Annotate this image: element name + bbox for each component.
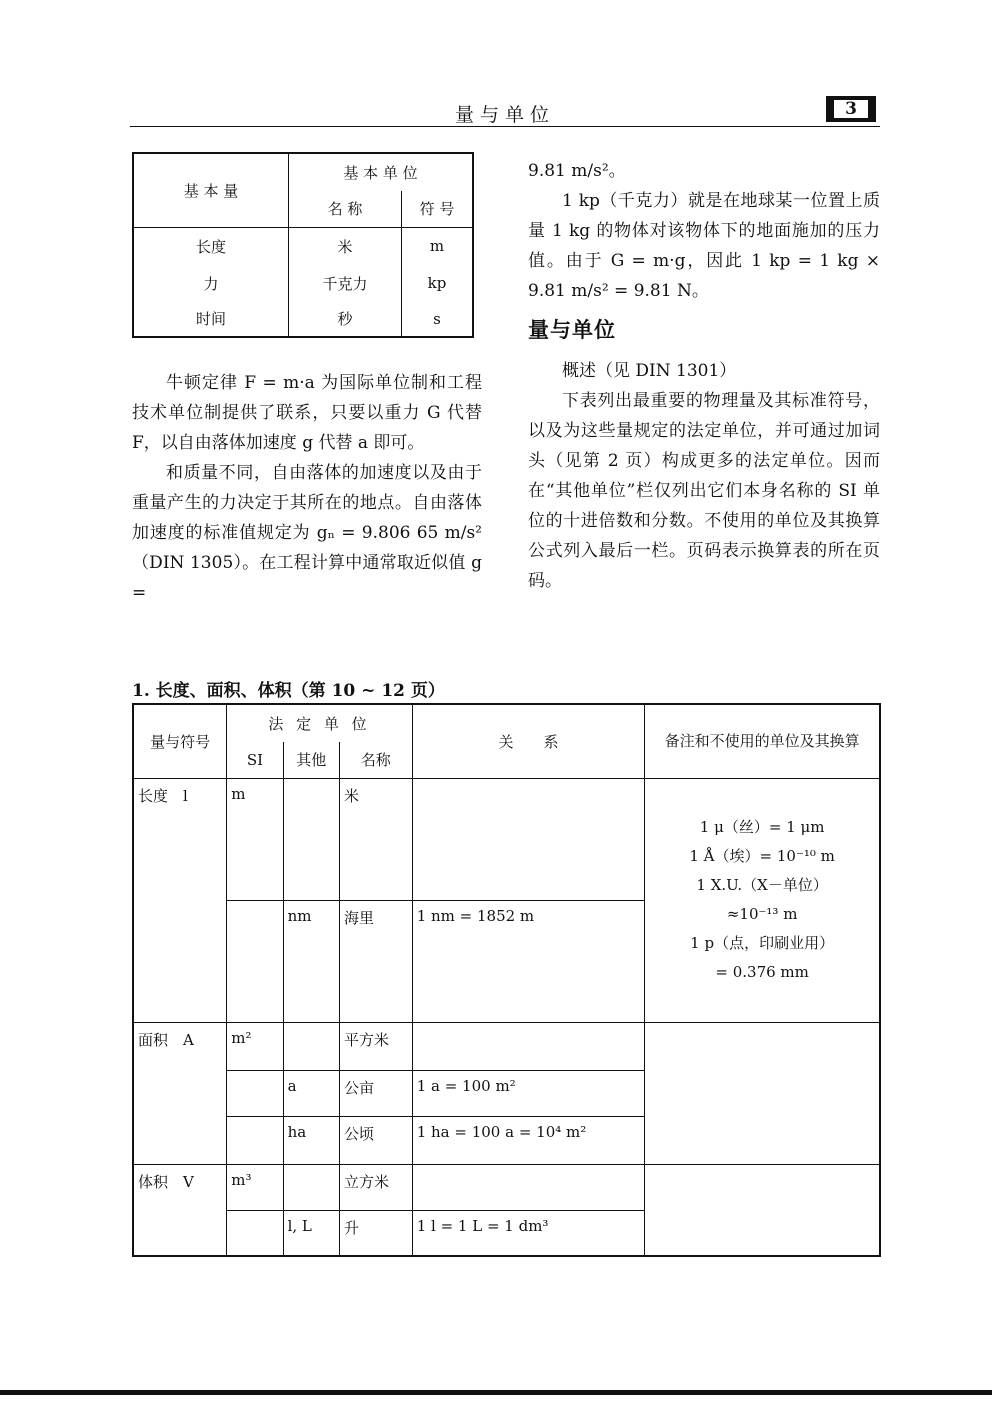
- section-heading: 量与单位: [528, 317, 616, 342]
- cell-relation: 1 l = 1 L = 1 dm³: [412, 1210, 645, 1256]
- page-number: 3: [834, 100, 868, 118]
- cell-relation: [412, 778, 645, 900]
- cell-relation: 1 nm = 1852 m: [412, 900, 645, 1022]
- cell-other: [283, 778, 339, 900]
- cell-other: [283, 1164, 339, 1210]
- header-si: SI: [227, 742, 283, 778]
- cell-notes-area: [645, 1022, 880, 1164]
- row-name: 秒: [289, 301, 402, 337]
- cell-si: [227, 1116, 283, 1164]
- note-line: 1 p（点，印刷业用）: [690, 934, 835, 952]
- cell-si: m²: [227, 1022, 283, 1070]
- page-number-badge: [826, 96, 876, 122]
- header-other: 其他: [283, 742, 339, 778]
- cell-relation: 1 ha = 100 a = 10⁴ m²: [412, 1116, 645, 1164]
- col-unit: 基 本 单 位: [289, 153, 474, 191]
- paragraph: 1 kp（千克力）就是在地球某一位置上质量 1 kg 的物体对该物体下的地面施加的压力值。由于 G = m·g，因此 1 kp = 1 kg × 9.81 m/s² = 9.81 N。: [528, 191, 880, 301]
- cell-relation: 1 a = 100 m²: [412, 1070, 645, 1116]
- note-line: = 0.376 mm: [715, 963, 809, 981]
- right-column: [528, 156, 880, 596]
- header-rule: [130, 126, 880, 127]
- cell-notes-length: [645, 778, 880, 1022]
- col-symbol: 符 号: [402, 191, 474, 227]
- header-relation: 关 系: [412, 704, 645, 778]
- cell-other: a: [283, 1070, 339, 1116]
- cell-other: [283, 1022, 339, 1070]
- row-symbol: s: [402, 301, 474, 337]
- row-name: 米: [289, 227, 402, 265]
- cell-name: 米: [339, 778, 412, 900]
- cell-other: nm: [283, 900, 339, 1022]
- bottom-rule: [0, 1390, 992, 1395]
- cell-quantity: 体积 V: [133, 1164, 227, 1256]
- cell-name: 公亩: [339, 1070, 412, 1116]
- cell-si: [227, 1210, 283, 1256]
- paragraph: 下表列出最重要的物理量及其标准符号，以及为这些量规定的法定单位，并可通过加词头（见第 2 页）构成更多的法定单位。因而在“其他单位”栏仅列出它们本身名称的 SI 单位的十进倍数和分数。不使用的单位及其换算公式列入最后一栏。页码表示换算表的所在页码。: [528, 391, 880, 591]
- left-column: [132, 368, 482, 608]
- row-quantity: 力: [133, 265, 289, 301]
- paragraph: 牛顿定律 F = m·a 为国际单位制和工程技术单位制提供了联系，只要以重力 G 代替 F，以自由落体加速度 g 代替 a 即可。: [132, 373, 482, 453]
- header-legal-units: 法 定 单 位: [227, 704, 412, 742]
- paragraph: 和质量不同，自由落体的加速度以及由于重量产生的力决定于其所在的地点。自由落体加速度的标准值规定为 gₙ = 9.806 65 m/s²（DIN 1305）。在工程计算中通常取近似值 g =: [132, 463, 482, 603]
- cell-quantity: 面积 A: [133, 1022, 227, 1164]
- header-notes: 备注和不使用的单位及其换算: [645, 704, 880, 778]
- cell-si: [227, 1070, 283, 1116]
- row-quantity: 时间: [133, 301, 289, 337]
- col-name: 名 称: [289, 191, 402, 227]
- note-line: 1 μ（丝）= 1 μm: [699, 818, 825, 836]
- paragraph: 概述（见 DIN 1301）: [562, 361, 737, 381]
- cell-relation: [412, 1164, 645, 1210]
- cell-other: ha: [283, 1116, 339, 1164]
- cell-name: 立方米: [339, 1164, 412, 1210]
- cell-name: 公顷: [339, 1116, 412, 1164]
- units-table: [132, 703, 881, 1257]
- row-symbol: m: [402, 227, 474, 265]
- note-line: 1 Å（埃）= 10⁻¹⁰ m: [689, 847, 835, 865]
- cell-other: l, L: [283, 1210, 339, 1256]
- cell-notes-volume: [645, 1164, 880, 1256]
- row-name: 千克力: [289, 265, 402, 301]
- base-unit-table: [132, 152, 474, 338]
- paragraph: 9.81 m/s²。: [528, 161, 626, 181]
- cell-si: m³: [227, 1164, 283, 1210]
- col-quantity: 基 本 量: [133, 153, 289, 227]
- cell-name: 平方米: [339, 1022, 412, 1070]
- cell-name: 升: [339, 1210, 412, 1256]
- cell-quantity: 长度 l: [133, 778, 227, 1022]
- note-line: 1 X.U.（X－单位）: [696, 876, 828, 894]
- table-title: 1. 长度、面积、体积（第 10 ~ 12 页）: [132, 681, 445, 701]
- header-name: 名称: [339, 742, 412, 778]
- cell-name: 海里: [339, 900, 412, 1022]
- note-line: ≈10⁻¹³ m: [726, 905, 798, 923]
- header-quantity: 量与符号: [133, 704, 227, 778]
- row-symbol: kp: [402, 265, 474, 301]
- running-header-title: 量与单位: [454, 104, 555, 126]
- cell-relation: [412, 1022, 645, 1070]
- row-quantity: 长度: [133, 227, 289, 265]
- cell-si: m: [227, 778, 283, 900]
- cell-si: [227, 900, 283, 1022]
